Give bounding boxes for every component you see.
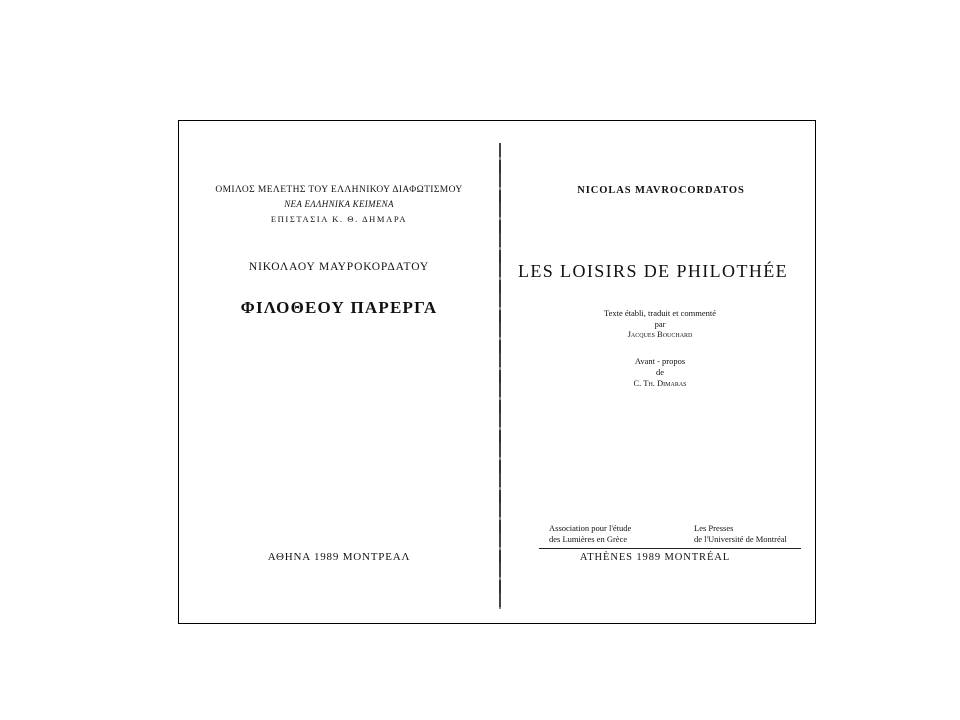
scanned-spread	[178, 120, 816, 624]
imprint-french: ATHÈNES 1989 MONTRÉAL	[579, 552, 731, 563]
foreword-label: Avant - propos	[634, 356, 686, 366]
series-name: ΝΕΑ ΕΛΛΗΝΙΚΑ ΚΕΙΜΕΝΑ	[284, 199, 394, 209]
translator-name: Jacques Bouchard	[627, 329, 693, 339]
publisher-association-line: Association pour l'étude	[549, 523, 632, 533]
author-name-greek: ΝΙΚΟΛΑΟΥ ΜΑΥΡΟΚΟΡΔΑΤΟΥ	[248, 261, 430, 273]
publisher-association-line: des Lumières en Grèce	[549, 534, 628, 544]
publisher-presses	[694, 523, 787, 545]
publisher-presses-line: Les Presses	[694, 523, 734, 533]
author-name-french: NICOLAS MAVROCORDATOS	[577, 185, 745, 196]
par-label: par	[654, 319, 666, 329]
publisher-association	[549, 523, 631, 545]
imprint-rule	[539, 548, 801, 549]
prefacer-name: C. Th. Dimaras	[633, 378, 687, 388]
left-page	[179, 121, 499, 623]
publisher-presses-line: de l'Université de Montréal	[694, 534, 787, 544]
book-title-french: LES LOISIRS DE PHILOTHÉE	[517, 261, 789, 281]
editor-credit: ΕΠΙΣΤΑΣΙΑ Κ. Θ. ΔΗΜΑΡΑ	[270, 214, 408, 224]
imprint-greek: ΑΘΗΝΑ 1989 ΜΟΝΤΡΕΑΛ	[267, 551, 411, 563]
text-credit: Texte établi, traduit et commenté	[604, 308, 716, 318]
book-title-greek: ΦΙΛΟΘΕΟΥ ΠΑΡΕΡΓΑ	[240, 298, 438, 317]
right-page	[501, 121, 815, 623]
de-label: de	[655, 367, 665, 377]
society-name: ΟΜΙΛΟΣ ΜΕΛΕΤΗΣ ΤΟΥ ΕΛΛΗΝΙΚΟΥ ΔΙΑΦΩΤΙΣΜΟΥ	[215, 185, 463, 195]
